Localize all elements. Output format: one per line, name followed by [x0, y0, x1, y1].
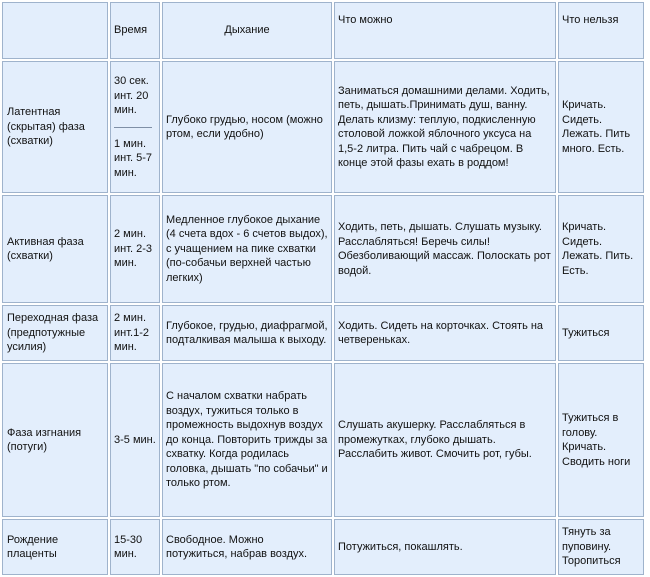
header-breathing: Дыхание: [162, 2, 332, 59]
breathing-cell: Свободное. Можно потужиться, набрав воздух.: [162, 519, 332, 575]
breathing-cell: Глубокое, грудью, диафрагмой, подталкивая малыша к выходу.: [162, 305, 332, 361]
phase-cell: Рождение плаценты: [2, 519, 108, 575]
forbidden-cell: Тянуть за пуповину. Торопиться: [558, 519, 644, 575]
breathing-cell: Медленное глубокое дыхание (4 счета вдох - 6 счетов выдох), с учащением на пике схватки (по-собачьи верхней частью легких): [162, 195, 332, 303]
time-value-bottom: 1 мин. инт. 5-7 мин.: [114, 137, 153, 179]
phase-cell: Латентная (скрытая) фаза (схватки): [2, 61, 108, 193]
allowed-cell: Ходить. Сидеть на корточках. Стоять на четвереньках.: [334, 305, 556, 361]
time-value-top: 30 сек. инт. 20 мин.: [114, 75, 149, 116]
forbidden-cell: Кричать. Сидеть. Лежать. Пить. Есть.: [558, 195, 644, 303]
header-forbidden: Что нельзя: [558, 2, 644, 59]
time-cell: [110, 61, 160, 193]
table-row: [2, 61, 644, 193]
table-row: [2, 519, 644, 575]
breathing-cell: С началом схватки набрать воздух, тужиться только в промежность выдохнув воздух до конца. Повторить трижды за схватку. Когда родилась головка, дышать "по собачьи" и только ртом.: [162, 363, 332, 517]
breathing-cell: Глубоко грудью, носом (можно ртом, если удобно): [162, 61, 332, 193]
table-row: [2, 363, 644, 517]
allowed-cell: Заниматься домашними делами. Ходить, петь, дышать.Принимать душ, ванну. Делать клизму: теплую, подкисленную столовой ложкой яблочного уксуса на 1,5-2 литра. Пить чай с чабрецом. В конце этой фазы ехать в роддом!: [334, 61, 556, 193]
time-cell: 2 мин. инт.1-2 мин.: [110, 305, 160, 361]
table-row: [2, 195, 644, 303]
time-cell: 2 мин. инт. 2-3 мин.: [110, 195, 160, 303]
header-row: [2, 2, 644, 59]
forbidden-cell: Тужиться: [558, 305, 644, 361]
table-row: [2, 305, 644, 361]
header-allowed: Что можно: [334, 2, 556, 59]
header-time: Время: [110, 2, 160, 59]
header-phase: [2, 2, 108, 59]
phase-cell: Фаза изгнания (потуги): [2, 363, 108, 517]
time-cell: 15-30 мин.: [110, 519, 160, 575]
allowed-cell: Слушать акушерку. Расслабляться в промежутках, глубоко дышать. Расслабить живот. Смочить рот, губы.: [334, 363, 556, 517]
allowed-cell: Потужиться, покашлять.: [334, 519, 556, 575]
forbidden-cell: Тужиться в голову. Кричать. Сводить ноги: [558, 363, 644, 517]
forbidden-cell: Кричать. Сидеть. Лежать. Пить много. Есть.: [558, 61, 644, 193]
time-divider: [114, 127, 152, 128]
time-cell: 3-5 мин.: [110, 363, 160, 517]
allowed-cell: Ходить, петь, дышать. Слушать музыку. Расслабляться! Беречь силы! Обезболивающий массаж. Полоскать рот водой.: [334, 195, 556, 303]
phase-cell: Переходная фаза (предпотужные усилия): [2, 305, 108, 361]
phase-cell: Активная фаза (схватки): [2, 195, 108, 303]
